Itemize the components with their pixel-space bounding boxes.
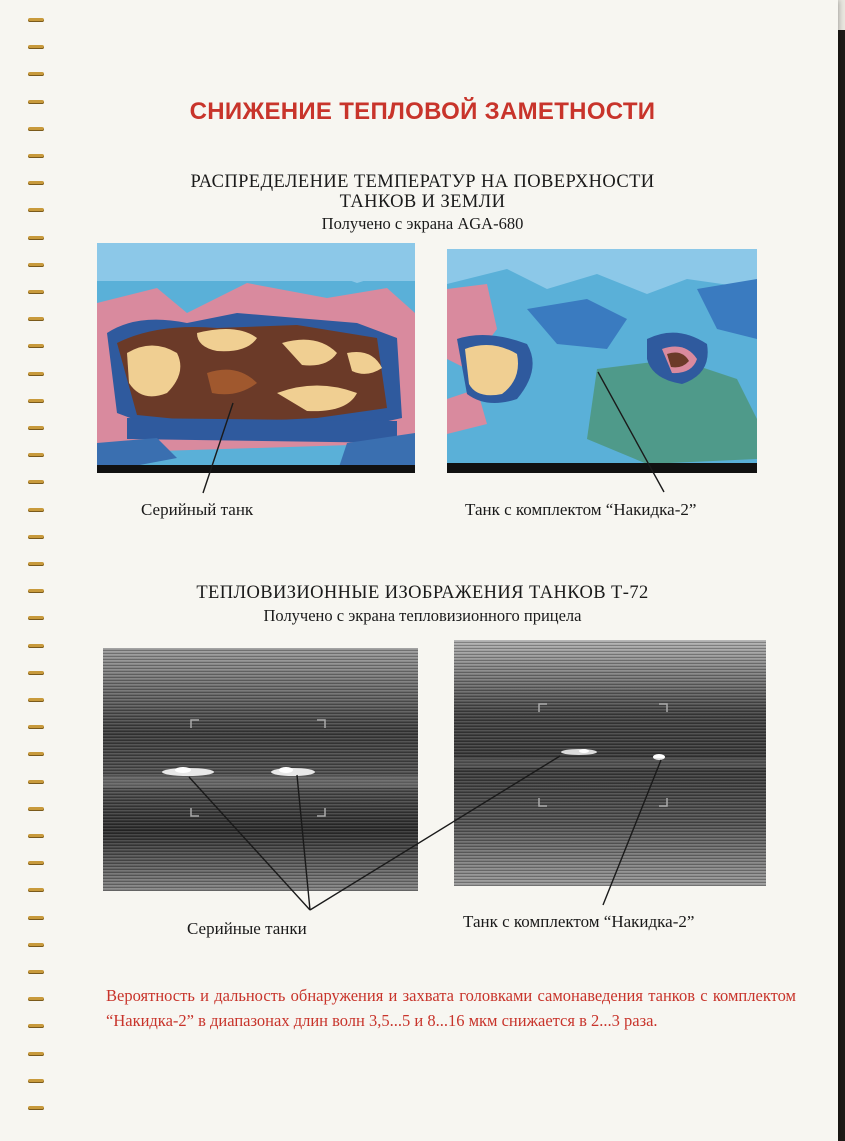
binding-ring bbox=[28, 45, 44, 49]
binding-ring bbox=[28, 861, 44, 865]
thermal-map-serial-tank bbox=[97, 243, 415, 473]
thermal-sight-serial-tanks bbox=[103, 648, 418, 891]
binding-ring bbox=[28, 508, 44, 512]
binding-ring bbox=[28, 1024, 44, 1028]
binding-ring bbox=[28, 344, 44, 348]
binding-ring bbox=[28, 1079, 44, 1083]
conclusion-note: Вероятность и дальность обнаружения и захвата головками самонаведения танков с комплектом “Накидка-2” в диапазонах длин волн 3,5...5 и 8...16 мкм снижается в 2...3 раза. bbox=[106, 986, 796, 1030]
binding-ring bbox=[28, 644, 44, 648]
binding-ring bbox=[28, 780, 44, 784]
binding-ring bbox=[28, 698, 44, 702]
binding-ring bbox=[28, 236, 44, 240]
binding-ring bbox=[28, 943, 44, 947]
binding-ring bbox=[28, 535, 44, 539]
caption-nakidka-tank: Танк с комплектом “Накидка-2” bbox=[465, 500, 697, 519]
binding-ring bbox=[28, 72, 44, 76]
binding-ring bbox=[28, 426, 44, 430]
binding-ring bbox=[28, 671, 44, 675]
binding-ring bbox=[28, 888, 44, 892]
thermal-sight-nakidka-tank bbox=[454, 640, 766, 886]
binding-ring bbox=[28, 127, 44, 131]
caption-serial-tank: Серийный танк bbox=[141, 500, 254, 519]
binding-ring bbox=[28, 807, 44, 811]
binding-ring bbox=[28, 1052, 44, 1056]
binding-ring bbox=[28, 997, 44, 1001]
binding-ring bbox=[28, 480, 44, 484]
page-title: СНИЖЕНИЕ ТЕПЛОВОЙ ЗАМЕТНОСТИ bbox=[189, 98, 656, 125]
binding-ring bbox=[28, 725, 44, 729]
section1-heading-line2: ТАНКОВ И ЗЕМЛИ bbox=[339, 192, 506, 212]
section1-subheading: Получено с экрана AGA-680 bbox=[321, 214, 524, 233]
binding-ring bbox=[28, 1106, 44, 1110]
binding-ring bbox=[28, 290, 44, 294]
binding-ring bbox=[28, 970, 44, 974]
binding-ring bbox=[28, 18, 44, 22]
binding-ring bbox=[28, 154, 44, 158]
binding-ring bbox=[28, 834, 44, 838]
section2-heading: ТЕПЛОВИЗИОННЫЕ ИЗОБРАЖЕНИЯ ТАНКОВ Т-72 bbox=[196, 583, 649, 603]
thermal-map-nakidka-tank bbox=[447, 249, 757, 473]
binding-ring bbox=[28, 916, 44, 920]
caption-serial-tanks: Серийные танки bbox=[187, 919, 307, 938]
binding-ring bbox=[28, 372, 44, 376]
binding-ring bbox=[28, 263, 44, 267]
binding-ring bbox=[28, 562, 44, 566]
binding-ring bbox=[28, 317, 44, 321]
caption-nakidka-tank-2: Танк с комплектом “Накидка-2” bbox=[463, 912, 695, 931]
section2-subheading: Получено с экрана тепловизионного прицела bbox=[263, 606, 582, 625]
binding-ring bbox=[28, 752, 44, 756]
binding-ring bbox=[28, 453, 44, 457]
section1-heading-line1: РАСПРЕДЕЛЕНИЕ ТЕМПЕРАТУР НА ПОВЕРХНОСТИ bbox=[190, 172, 655, 192]
binding-ring bbox=[28, 399, 44, 403]
